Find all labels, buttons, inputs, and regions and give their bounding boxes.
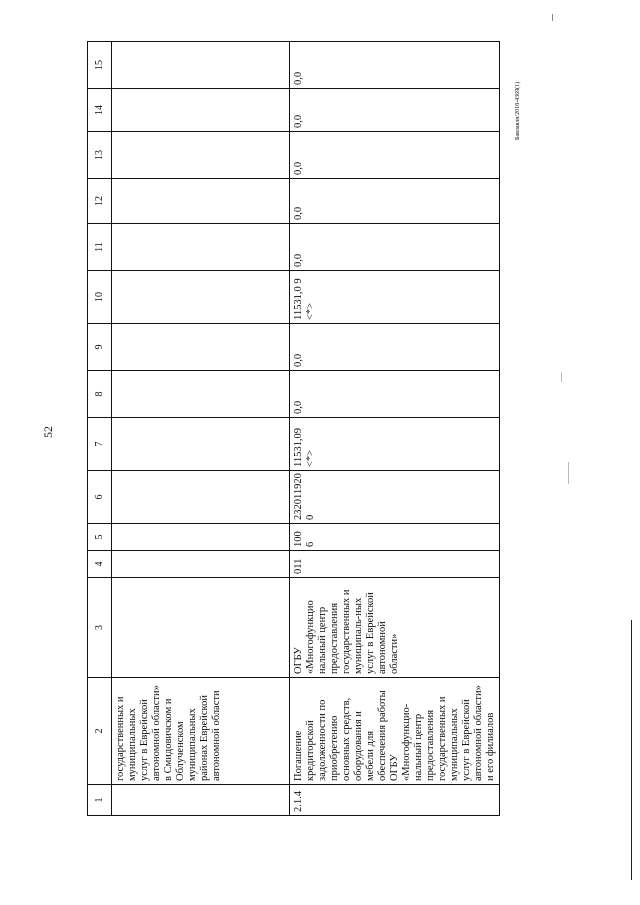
- header-cell: 1: [88, 785, 112, 816]
- table-cell: [112, 271, 290, 324]
- table-cell-amount: 0,0: [290, 179, 500, 224]
- header-cell: 3: [88, 578, 112, 678]
- table-cell-code: 011: [290, 551, 500, 578]
- table-cell-description: Погашение кредиторской задолженности по приобретению основных средств, оборудования и мебели для обеспечения работы ОГБУ «Многофункцио-нальный центр предоставления государственных и муниципальных услуг в Еврейской автономной области» и его филиалов: [290, 678, 500, 785]
- scan-mark: [552, 14, 553, 21]
- header-cell: 7: [88, 418, 112, 471]
- header-cell: 14: [88, 89, 112, 132]
- table-cell: [112, 578, 290, 678]
- scan-artifact: [568, 462, 569, 484]
- table-cell-amount: 0,0: [290, 132, 500, 179]
- scan-artifact: [561, 372, 562, 382]
- table-header-row: [88, 42, 112, 816]
- header-cell: 5: [88, 524, 112, 551]
- table-cell: [112, 89, 290, 132]
- budget-table-container: [87, 46, 496, 816]
- header-cell: 8: [88, 371, 112, 418]
- budget-table: [87, 41, 500, 816]
- table-row-2-1-4: [290, 42, 500, 816]
- table-cell-amount: 0,0: [290, 371, 500, 418]
- table-cell-executor: ОГБУ «Многофункцио нальный центр предоставления государственных и муниципаль-ных услуг в Еврейской автономной области»: [290, 578, 500, 678]
- scan-edge-line: [631, 620, 632, 880]
- table-cell-description: государственных и муниципальных услуг в Еврейской автономной области» в Смидовичском и Облученском муниципальных районах Еврейской автономной области: [112, 678, 290, 785]
- header-cell: 4: [88, 551, 112, 578]
- table-cell: [112, 471, 290, 524]
- header-cell: 12: [88, 179, 112, 224]
- header-cell: 2: [88, 678, 112, 785]
- header-cell: 9: [88, 324, 112, 371]
- header-cell: 15: [88, 42, 112, 89]
- table-cell: [112, 551, 290, 578]
- table-cell: [112, 371, 290, 418]
- page-number: 52: [41, 426, 55, 438]
- table-cell-amount: 0,0: [290, 89, 500, 132]
- header-cell: 6: [88, 471, 112, 524]
- table-cell: [112, 224, 290, 271]
- table-cell: [112, 132, 290, 179]
- table-cell-code: 232011920 0: [290, 471, 500, 524]
- table-cell-code: 100 6: [290, 524, 500, 551]
- document-code: Бавлавлн/2018-4369(1): [515, 81, 521, 140]
- table-cell: [112, 179, 290, 224]
- table-cell: [112, 418, 290, 471]
- header-cell: 11: [88, 224, 112, 271]
- table-cell: [112, 324, 290, 371]
- table-cell-amount: 11531,0 9 <*>: [290, 271, 500, 324]
- header-cell: 13: [88, 132, 112, 179]
- table-cell: [112, 42, 290, 89]
- table-cell-amount: 11531,09 <*>: [290, 418, 500, 471]
- table-cell-amount: 0,0: [290, 224, 500, 271]
- table-cell: [112, 785, 290, 816]
- header-cell: 10: [88, 271, 112, 324]
- table-cell-amount: 0,0: [290, 42, 500, 89]
- table-cell-amount: 0,0: [290, 324, 500, 371]
- table-row-continuation: [112, 42, 290, 816]
- table-cell: [112, 524, 290, 551]
- table-cell-item-number: 2.1.4: [290, 785, 500, 816]
